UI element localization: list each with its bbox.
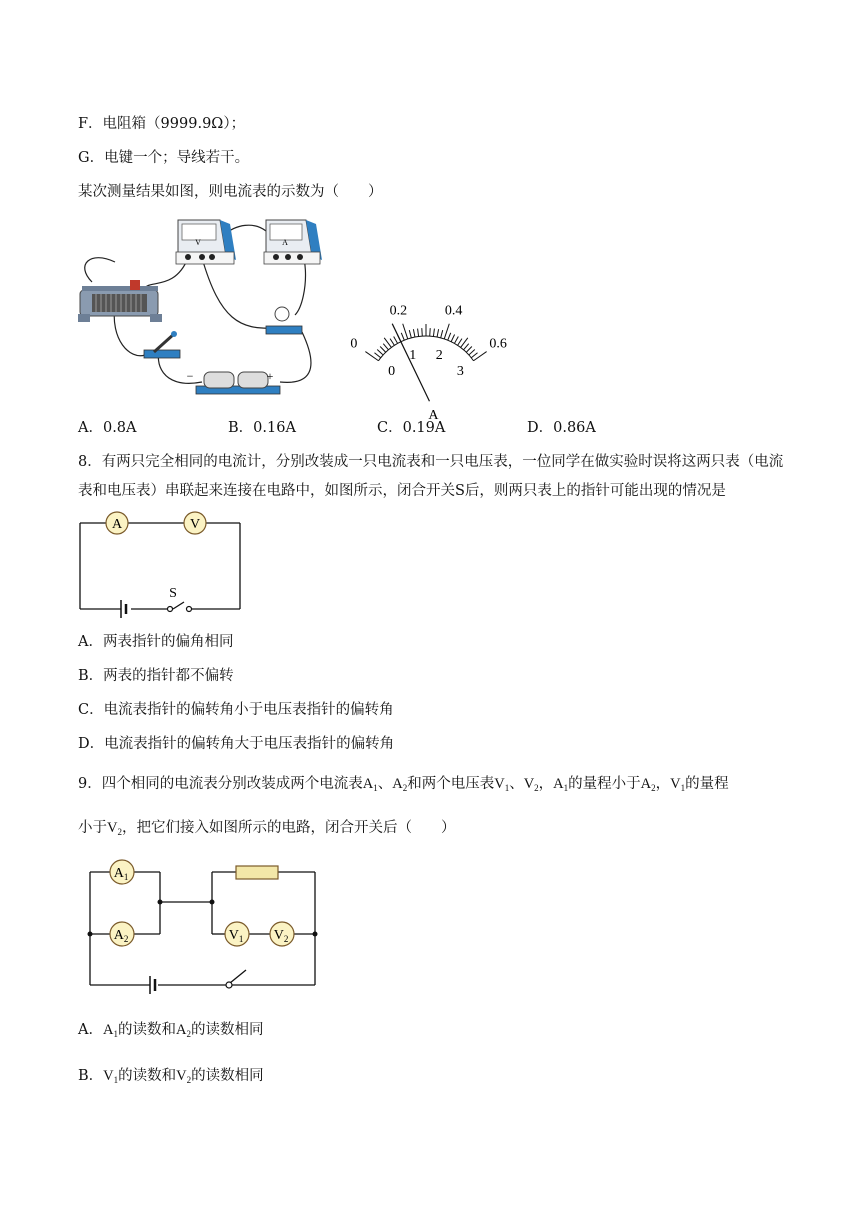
- voltmeter-device: [176, 220, 236, 264]
- q9-text: ，: [655, 776, 671, 792]
- dial-tick: [413, 329, 415, 337]
- q9-text: ，: [538, 776, 554, 792]
- dial-bottom-label: 2: [435, 348, 443, 364]
- dial-tick: [403, 324, 408, 339]
- dial-tick: [471, 353, 477, 358]
- rheostat: [78, 280, 162, 322]
- q9-v1-label: $V_1$: [228, 928, 244, 944]
- dial-tick: [383, 344, 388, 350]
- q9-circuit-diagram: [86, 858, 322, 998]
- q8-option-b[interactable]: B．两表的指针都不偏转: [78, 668, 234, 684]
- dial-tick: [401, 333, 404, 340]
- dial-tick: [374, 353, 380, 358]
- q8-switch-label: S: [169, 586, 177, 601]
- item-f-resistance-box: F．电阻箱（9999.9Ω）；: [78, 116, 246, 132]
- q8-voltmeter-label: V: [189, 517, 201, 532]
- dial-tick: [433, 329, 434, 337]
- dial-tick: [474, 352, 487, 361]
- q8-option-a[interactable]: A．两表指针的偏角相同: [78, 634, 234, 650]
- dial-top-label: 0: [350, 336, 358, 352]
- ammeter-label: A: [282, 238, 288, 247]
- lamp-device: [266, 307, 302, 334]
- q7-option-d[interactable]: D．0.86A: [527, 420, 596, 436]
- q9-stem-line2: [78, 816, 455, 837]
- q9-sym-v2: $V_2$: [107, 820, 122, 837]
- q8-option-c[interactable]: C．电流表指针的偏转角小于电压表指针的偏转角: [78, 702, 394, 718]
- voltmeter-label: V: [195, 238, 201, 247]
- dial-top-label: 0.4: [444, 303, 463, 319]
- dial-tick: [458, 339, 462, 346]
- q9-text: 、: [509, 776, 524, 792]
- q9-a2-label: $A_2$: [113, 928, 129, 944]
- q9-sym-a2: $A_2$: [640, 776, 656, 793]
- q9-sym-a1: $A_1$: [362, 776, 378, 793]
- ammeter-dial: [330, 282, 530, 424]
- dial-tick: [394, 336, 398, 343]
- dial-tick: [454, 336, 458, 343]
- ammeter-device: [264, 220, 322, 264]
- dial-tick: [444, 324, 449, 339]
- q9-sym-v2: $V_2$: [523, 776, 539, 793]
- q9-a1-label: $A_1$: [113, 866, 129, 882]
- q9-option-a[interactable]: A．$A_1$的读数和$A_2$的读数相同: [78, 1022, 264, 1039]
- q9-sym-v1: $V_1$: [670, 776, 686, 793]
- dial-tick: [469, 350, 475, 355]
- q7-option-a[interactable]: A．0.8A: [78, 420, 137, 436]
- q9-resistor: [236, 866, 278, 879]
- q9-text: 9．四个相同的电流表分别改装成两个电流表: [78, 776, 363, 792]
- q9-text: 的量程小于: [568, 776, 641, 792]
- dial-tick: [466, 347, 472, 353]
- q8-option-d[interactable]: D．电流表指针的偏转角大于电压表指针的偏转角: [78, 736, 395, 752]
- battery-holder: [187, 369, 280, 394]
- q8-circuit-diagram: [78, 510, 244, 614]
- dial-bottom-label: 0: [388, 363, 396, 379]
- dial-tick: [464, 344, 469, 350]
- battery-minus-label: −: [186, 369, 194, 383]
- dial-tick: [451, 335, 454, 342]
- q9-v2-label: $V_2$: [273, 928, 289, 944]
- q8-stem: 8．有两只完全相同的电流计，分别改装成一只电流表和一只电压表，一位同学在做实验时误将这两只表（电流表和电压表）串联起来连接在电路中，如图所示，闭合开关S后，则两只表上的指针可能出现的情况是: [78, 454, 784, 499]
- q9-sym-v1: $V_1$: [494, 776, 510, 793]
- battery-plus-label: +: [266, 369, 274, 383]
- dial-tick: [377, 350, 383, 355]
- dial-unit-label: A: [428, 408, 439, 424]
- dial-top-label: 0.2: [389, 303, 408, 319]
- q9-sym-a1: $A_1$: [553, 776, 569, 793]
- dial-tick: [418, 329, 419, 337]
- dial-tick: [422, 328, 423, 336]
- q8-ammeter-label: A: [111, 517, 123, 532]
- dial-top-label: 0.6: [489, 336, 507, 352]
- q7-apparatus-figure: [70, 210, 320, 400]
- q7-option-c[interactable]: C．0.19A: [377, 420, 446, 436]
- dial-bottom-label: 3: [456, 363, 464, 379]
- dial-tick: [437, 329, 439, 337]
- dial-tick: [448, 333, 451, 340]
- dial-tick: [365, 352, 378, 361]
- dial-tick: [441, 330, 443, 338]
- q9-text: 和两个电压表: [407, 776, 495, 792]
- q9-text: 的量程: [685, 776, 729, 792]
- item-g-key-wires: G．电键一个；导线若干。: [78, 150, 250, 166]
- q9-stem-line1: [78, 772, 729, 793]
- dial-tick: [430, 328, 431, 336]
- dial-scale-arc: [378, 336, 473, 364]
- dial-tick: [409, 330, 411, 338]
- q9-text: 、: [377, 776, 393, 792]
- q7-prompt: 某次测量结果如图，则电流表的示数为（ ）: [78, 184, 383, 200]
- knife-switch: [144, 331, 180, 358]
- q7-option-b[interactable]: B．0.16A: [228, 420, 296, 436]
- q9-text: ，把它们接入如图所示的电路，闭合开关后（ ）: [121, 820, 456, 836]
- q9-option-b[interactable]: B．$V_1$的读数和$V_2$的读数相同: [78, 1068, 264, 1085]
- dial-bottom-label: 1: [409, 348, 417, 364]
- q9-sym-a2: $A_2$: [392, 776, 408, 793]
- q9-text: 小于: [78, 820, 107, 836]
- dial-tick: [390, 339, 394, 346]
- dial-tick: [380, 347, 386, 353]
